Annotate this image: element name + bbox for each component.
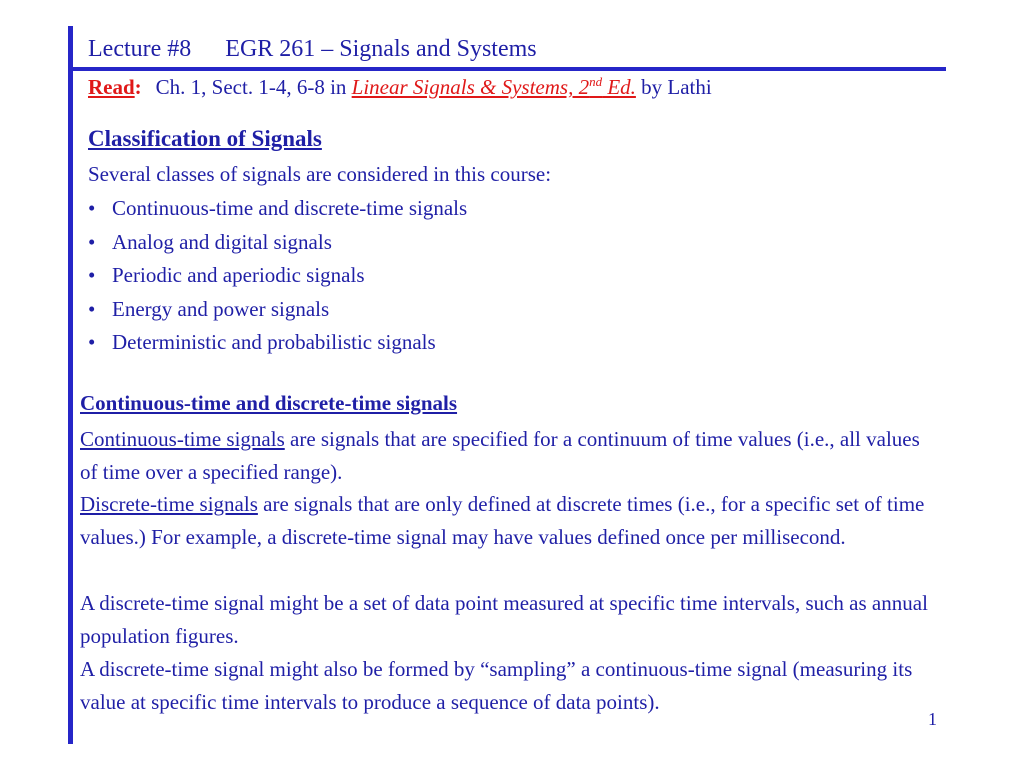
bullet-icon: •: [88, 229, 96, 254]
list-item: [88, 296, 467, 330]
list-item-text: Analog and digital signals: [112, 229, 332, 254]
bullet-icon: •: [88, 263, 96, 287]
classification-intro: Several classes of signals are considered in this course:: [88, 162, 552, 186]
reading-chapters: Ch. 1, Sect. 1-4, 6-8 in: [155, 75, 347, 99]
page-title: [88, 34, 537, 64]
bullet-icon: •: [88, 196, 96, 220]
signal-class-list: [88, 195, 467, 363]
header-horizontal-rule: [68, 67, 946, 71]
continuous-time-term: Continuous-time signals: [80, 427, 285, 451]
left-vertical-rule: [68, 26, 73, 744]
list-item-text: Deterministic and probabilistic signals: [112, 330, 436, 354]
lecture-number: Lecture #8: [88, 36, 192, 62]
discrete-time-definition: [80, 488, 930, 553]
book-author: by Lathi: [641, 75, 712, 99]
list-item-text: Energy and power signals: [112, 296, 330, 321]
discrete-time-text: are signals that are only defined at discrete times (i.e., for a specific set of time values.) For example, a discrete-time signal may have values defined once per millisecond.: [80, 492, 925, 549]
book-title: [352, 75, 636, 99]
read-label: Read: [88, 75, 135, 99]
list-item-text: Continuous-time and discrete-time signals: [112, 196, 468, 220]
discrete-time-example-population: A discrete-time signal might be a set of data point measured at specific time intervals, such as annual population figures.: [80, 591, 928, 648]
continuous-time-text: are signals that are specified for a continuum of time values (i.e., all values of time over a specified range).: [80, 427, 920, 484]
discrete-time-example-sampling: A discrete-time signal might also be formed by “sampling” a continuous-time signal (measuring its value at specific time intervals to produce a sequence of data points).: [80, 657, 913, 714]
discrete-time-term: Discrete-time signals: [80, 492, 258, 516]
book-title-edition: Ed.: [602, 75, 636, 99]
ct-dt-heading: Continuous-time and discrete-time signals: [80, 391, 458, 415]
list-item: [88, 229, 467, 263]
reading-assignment: [88, 74, 712, 100]
bullet-icon: •: [88, 330, 96, 354]
continuous-time-definition: [80, 423, 930, 488]
classification-heading: Classification of Signals: [88, 126, 322, 151]
read-colon: :: [134, 75, 142, 99]
list-item: [88, 195, 467, 229]
course-title: EGR 261 – Signals and Systems: [225, 36, 537, 62]
list-item: [88, 262, 467, 296]
book-title-ordinal: nd: [589, 74, 603, 89]
list-item-text: Periodic and aperiodic signals: [112, 263, 365, 287]
bullet-icon: •: [88, 296, 96, 321]
book-title-main: Linear Signals & Systems, 2: [351, 75, 590, 99]
page-number: 1: [928, 709, 937, 729]
list-item: [88, 329, 467, 363]
